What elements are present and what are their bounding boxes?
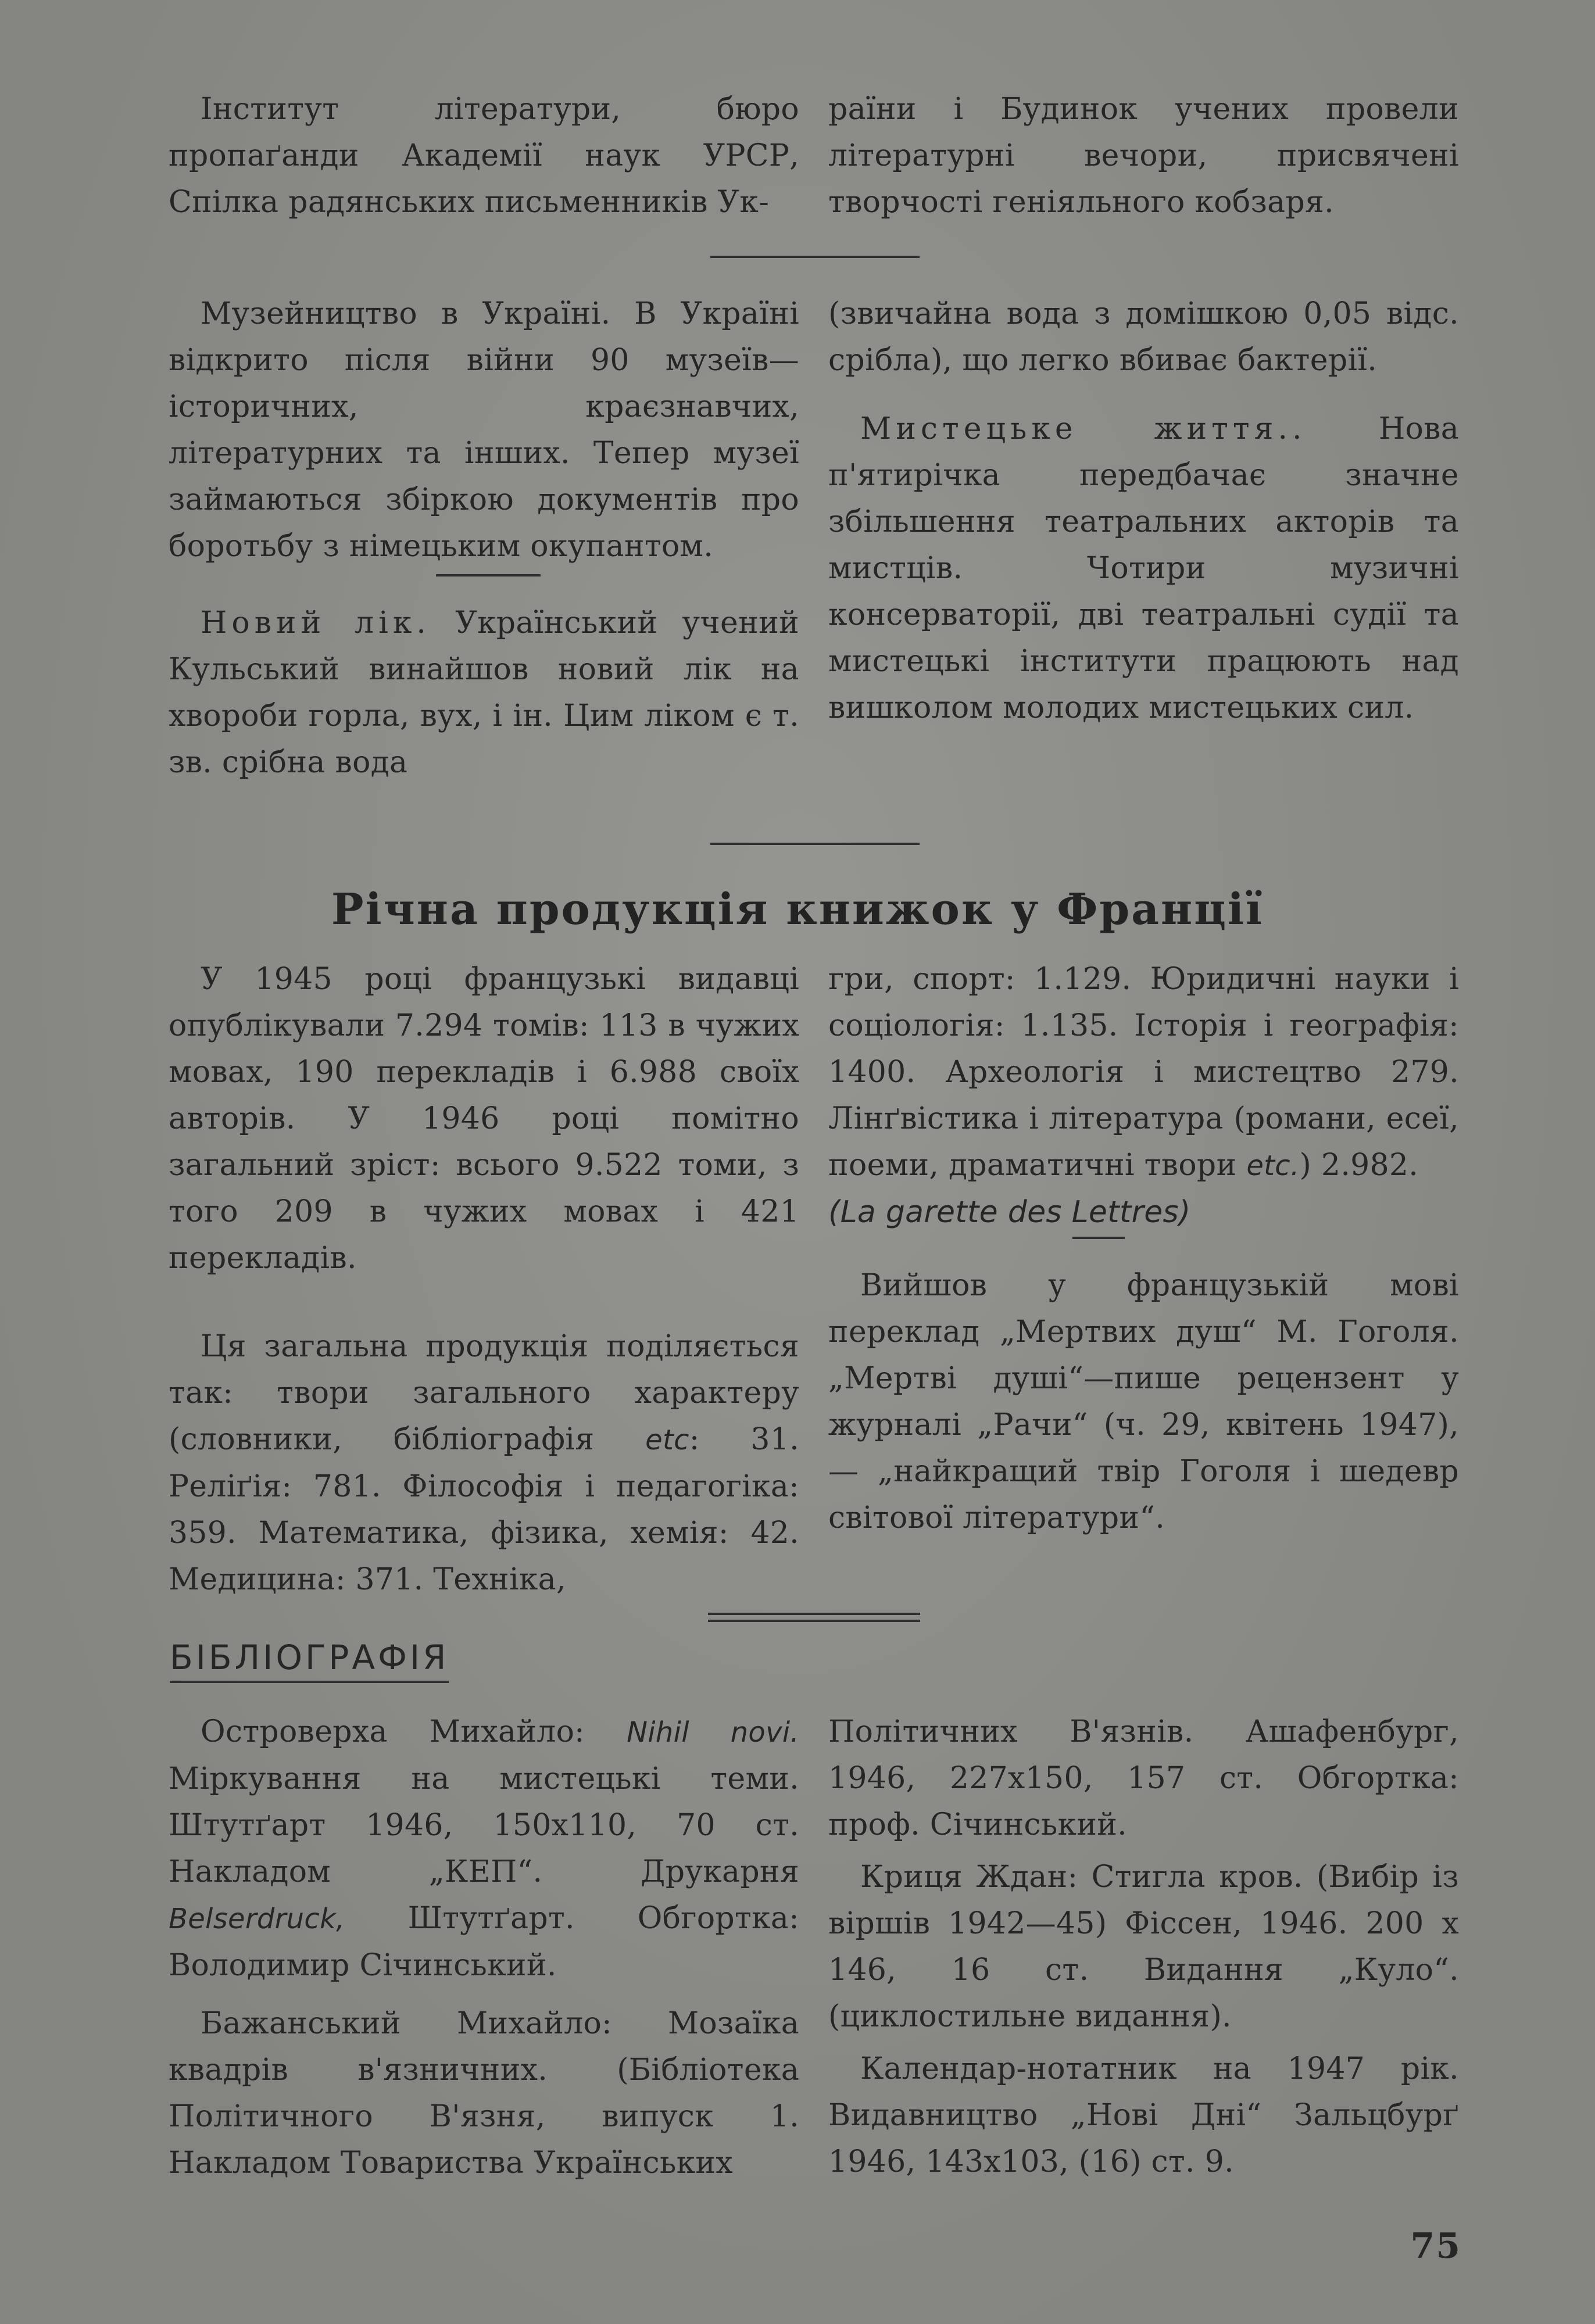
article-continuation-text-a: гри, спорт: 1.129. Юридичні науки і соціологія: 1.135. Історія і географія: 1400. Археологія і мистецтво 279. Лінґвістика і література (романи, есеї, поеми, драматичні твори [828,962,1459,1183]
top-left-column [169,86,799,225]
bibliography-entry-calendar: Календар-нотатник на 1947 рік. Видавництво „Нові Дні“ Зальцбурґ 1946, 143x103, (16) ст. 9. [828,2051,1459,2179]
news-left-column [169,291,799,786]
medicine-news-label: Новий лік. [201,606,431,640]
bibliography-entry-bazhanskyi-continuation: Політичних В'язнів. Ашафенбург, 1946, 227x150, 157 ст. Обгортка: проф. Січинський. [828,1714,1459,1842]
news-block [169,291,1459,786]
article-etc-italic: etc [645,1424,689,1456]
top-right-paragraph: раїни і Будинок учених провели літературні вечори, присвячені творчості геніяльного кобзаря. [828,92,1459,220]
bibliography-block [169,1709,1459,2186]
top-left-paragraph: Інститут літератури, бюро пропаґанди Академії наук УРСР, Спілка радянських письменників Ук- [169,92,799,220]
news-right-column [828,291,1459,786]
medicine-news-continuation: (звичайна вода з домішкою 0,05 відс. срібла), що легко вбиває бактерії. [828,296,1459,378]
bibliography-entry-ostroverkha [169,1709,799,1989]
bibliography-entry-krytsia: Криця Ждан: Стигла кров. (Вибір із віршів 1942—45) Фіссен, 1946. 200 x 146, 16 ст. Видання „Куло“. (циклостильне видання). [828,1860,1459,2034]
short-separator-rule [436,574,541,576]
art-news-label: Мистецьке життя.. [860,411,1307,446]
article-paragraph-2-text-a: Ця загальна продукція поділяється так: твори загального характеру (словники, бібліографія [169,1329,799,1457]
entry-italic-printer: Belserdruck, [169,1903,345,1935]
article-paragraph-2-text-b: : 31. Реліґія: 781. Філософія і педагогіка: 359. Математика, фізика, хемія: 42. Медицина: 371. Техніка, [169,1422,799,1597]
double-rule-bottom [708,1620,920,1622]
separator-rule [710,256,920,258]
article-title: Річна продукція книжок у Франції [331,885,1264,934]
entry-text: Міркування на мистецькі теми. Штутґарт 1946, 150x110, 70 ст. Накладом „КЕП“. Друкарня [169,1761,799,1889]
article-body [169,956,1459,1603]
museum-news-paragraph: Музейництво в Україні. В Україні відкрито після війни 90 музеїв—історичних, краєзнавчих, літературних та інших. Тепер музеї займаються збіркою документів про боротьбу з німецьким окупантом. [169,296,799,564]
article-etc-italic: etc. [1246,1150,1300,1182]
art-news-text: Нова п'ятирічка передбачає значне збільшення театральних акторів та мистців. Чотири музичні консерваторії, дві театральні судії та мистецькі інститути працюють над вишколом молодих мистецьких сил. [828,411,1459,725]
article-left-column [169,956,799,1603]
entry-italic-title: Nihil novi. [627,1716,800,1749]
medicine-news-paragraph [169,600,799,786]
separator-rule [710,843,920,845]
article-right-column [828,956,1459,1603]
top-continuation-block [169,86,1459,225]
article-paragraph-2 [169,1323,799,1603]
top-right-column [828,86,1459,225]
short-separator-rule [1072,1237,1125,1239]
gogol-translation-paragraph: Вийшов у французькій мові переклад „Мертвих душ“ М. Гоголя. „Мертві душі“—пише рецензент у журналі „Рачи“ (ч. 29, квітень 1947), — „найкращий твір Гоголя і шедевр світової літератури“. [828,1268,1459,1535]
article-continuation-text-b: ) 2.982. [1299,1148,1419,1183]
bibliography-right-column [828,1709,1459,2186]
double-rule-top [708,1613,920,1615]
bibliography-left-column [169,1709,799,2186]
art-news-paragraph [828,406,1459,731]
article-source-citation: (La garette des Lettres) [828,1195,1191,1230]
entry-text: Островерха Михайло: [201,1714,627,1749]
page-number: 75 [1410,2226,1461,2266]
medicine-news-text: Український учений Кульський винайшов новий лік на хвороби горла, вух, і ін. Цим ліком є т. зв. срібна вода [169,606,800,780]
article-paragraph-1-continuation [828,956,1459,1189]
article-paragraph-1: У 1945 році французькі видавці опублікували 7.294 томів: 113 в чужих мовах, 190 перекладів і 6.988 своїх авторів. У 1946 році помітно загальний зріст: всього 9.522 томи, з того 209 в чужих мовах і 421 перекладів. [169,962,799,1276]
bibliography-title: БІБЛІОГРАФІЯ [170,1634,449,1683]
bibliography-entry-bazhanskyi: Бажанський Михайло: Мозаїка квадрів в'язничних. (Бібліотека Політичного В'язня, випуск 1. Накладом Товариства Українських [169,2006,799,2180]
entry-text: Штутґарт. Обгортка: Володимир Січинський. [169,1901,799,1983]
